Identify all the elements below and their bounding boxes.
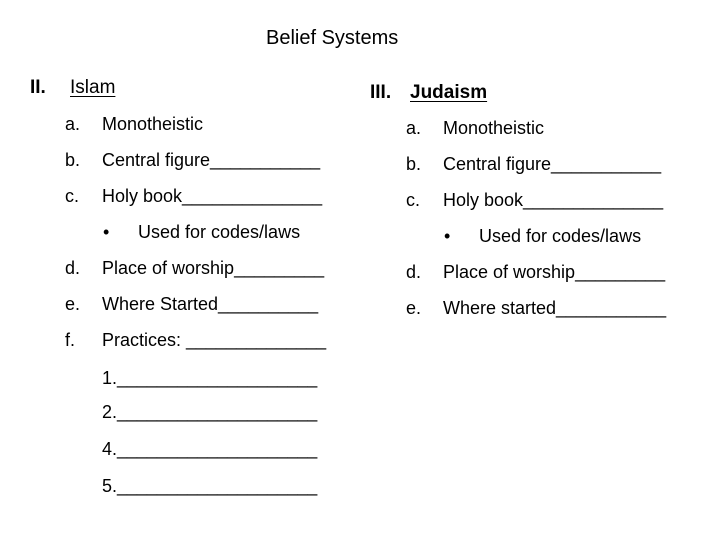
practice-line-5: 5.____________________ bbox=[102, 476, 318, 496]
judaism-item-e-text: Where started___________ bbox=[443, 298, 667, 318]
islam-item-b-text: Central figure___________ bbox=[102, 150, 321, 170]
islam-item-d-text: Place of worship_________ bbox=[102, 258, 325, 278]
practice-line-1: 1.____________________ bbox=[102, 368, 318, 388]
islam-item-a-text: Monotheistic bbox=[102, 114, 204, 134]
judaism-item-c-text: Holy book______________ bbox=[443, 190, 664, 210]
islam-item-e-text: Where Started__________ bbox=[102, 294, 319, 314]
islam-item-f-marker: f. bbox=[65, 330, 76, 350]
islam-item-f-text: Practices: ______________ bbox=[102, 330, 327, 350]
islam-item-c-marker: c. bbox=[65, 186, 80, 206]
islam-item-a-marker: a. bbox=[65, 114, 81, 134]
section-heading-islam: Islam bbox=[70, 77, 116, 98]
judaism-bullet-text: Used for codes/laws bbox=[479, 226, 642, 246]
page-title: Belief Systems bbox=[266, 27, 399, 49]
judaism-item-a-marker: a. bbox=[406, 118, 422, 138]
judaism-item-b-text: Central figure___________ bbox=[443, 154, 662, 174]
practice-line-4: 4.____________________ bbox=[102, 439, 318, 459]
judaism-item-d-marker: d. bbox=[406, 262, 422, 282]
section-number-islam: II. bbox=[30, 77, 46, 98]
section-heading-judaism: Judaism bbox=[410, 82, 488, 103]
islam-item-b-marker: b. bbox=[65, 150, 81, 170]
judaism-item-a-text: Monotheistic bbox=[443, 118, 545, 138]
judaism-item-d-text: Place of worship_________ bbox=[443, 262, 666, 282]
judaism-item-c-marker: c. bbox=[406, 190, 421, 210]
islam-item-d-marker: d. bbox=[65, 258, 81, 278]
islam-item-c-text: Holy book______________ bbox=[102, 186, 323, 206]
islam-bullet-text: Used for codes/laws bbox=[138, 222, 301, 242]
section-number-judaism: III. bbox=[370, 82, 392, 103]
judaism-item-b-marker: b. bbox=[406, 154, 422, 174]
islam-item-e-marker: e. bbox=[65, 294, 81, 314]
practice-line-2: 2.____________________ bbox=[102, 402, 318, 422]
islam-bullet-marker: • bbox=[103, 222, 110, 242]
judaism-bullet-marker: • bbox=[444, 226, 451, 246]
judaism-item-e-marker: e. bbox=[406, 298, 422, 318]
